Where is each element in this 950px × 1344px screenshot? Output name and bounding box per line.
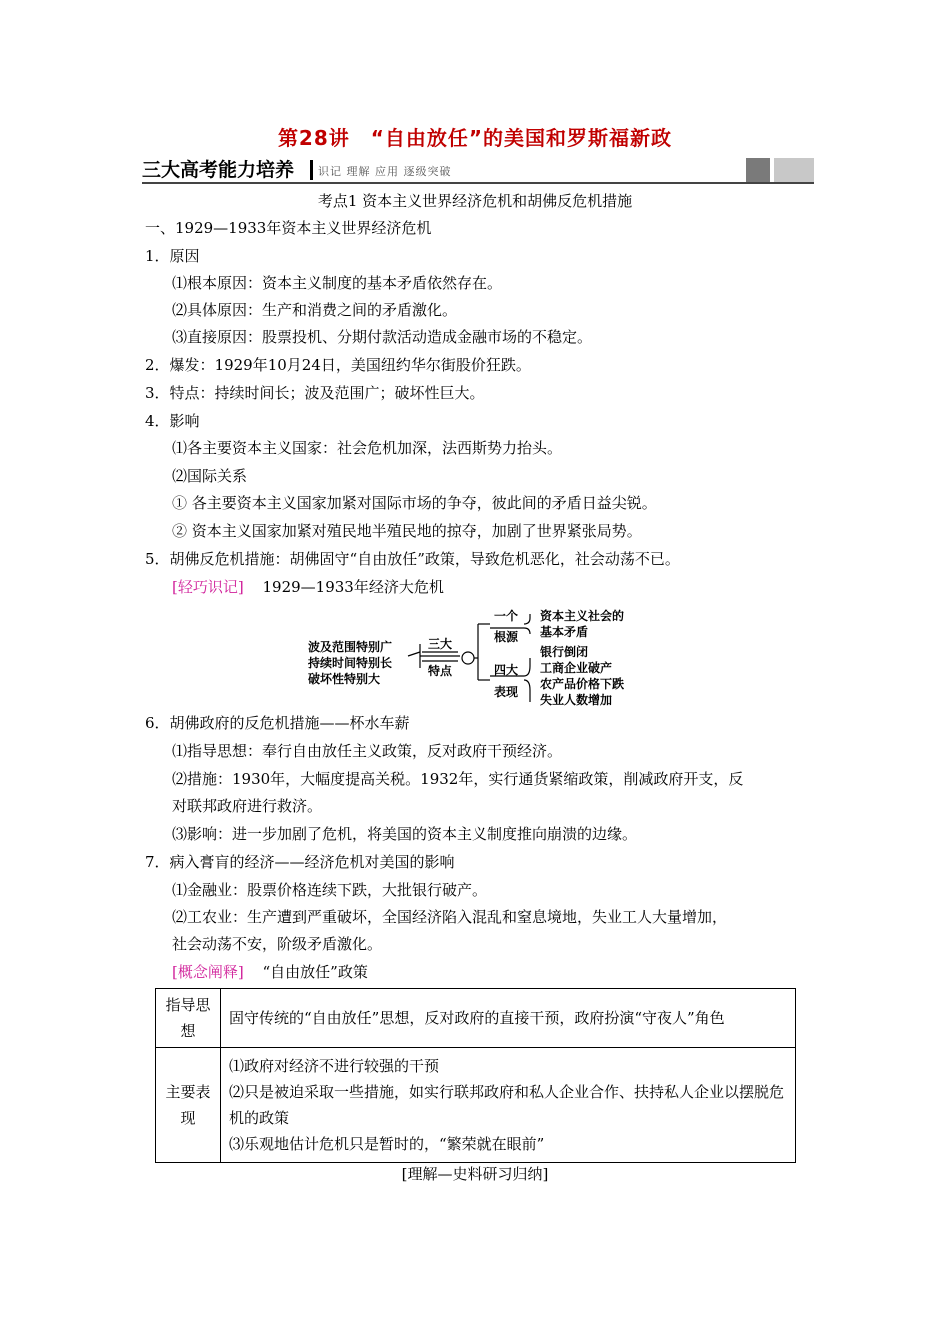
text-line: 1．原因: [145, 247, 200, 265]
table-head-cell: 指导思想: [156, 989, 221, 1048]
performance-item: 工商企业破产: [540, 661, 613, 675]
text-line: ⑴金融业：股票价格连续下跌，大批银行破产。: [172, 881, 488, 899]
text-line: ① 各主要资本主义国家加紧对国际市场的争夺，彼此间的矛盾日益尖锐。: [172, 494, 657, 512]
text-line: 5．胡佛反危机措施：胡佛固守“自由放任”政策，导致危机恶化，社会动荡不已。: [145, 550, 680, 568]
text-line: ⑵国际关系: [172, 467, 248, 485]
table-item: ⑶乐观地估计危机只是暂时的，“繁荣就在眼前”: [229, 1135, 545, 1153]
performance-label-top: 四大: [494, 663, 519, 677]
banner-title: 三大高考能力培养: [142, 159, 295, 181]
text-line: 对联邦政府进行救济。: [172, 797, 323, 815]
table-cell: [221, 1048, 796, 1163]
banner-subtitle: 识记 理解 应用 逐级突破: [318, 165, 452, 178]
table-cell: 固守传统的“自由放任”思想，反对政府的直接干预，政府扮演“守夜人”角色: [221, 989, 796, 1048]
text-line: ⑴指导思想：奉行自由放任主义政策，反对政府干预经济。: [172, 742, 563, 760]
text-line: 2．爆发：1929年10月24日，美国纽约华尔街股价狂跌。: [145, 356, 531, 374]
concept-tip: [172, 962, 368, 982]
banner-block-dark: [746, 158, 770, 182]
concept-tag: [概念阐释]: [172, 963, 244, 981]
text-line: ⑵具体原因：生产和消费之间的矛盾激化。: [172, 301, 458, 319]
features-label-top: 三大: [428, 637, 453, 651]
performance-item: 失业人数增加: [540, 693, 613, 707]
root-text: 基本矛盾: [540, 625, 589, 639]
text-line: ⑴各主要资本主义国家：社会危机加深，法西斯势力抬头。: [172, 439, 563, 457]
table-item: ⑵只是被迫采取一些措施，如实行联邦政府和私人企业合作、扶持私人企业以摆脱危机的政策: [229, 1083, 785, 1127]
features-label-bottom: 特点: [428, 664, 453, 678]
memory-text: 1929—1933年经济大危机: [262, 578, 444, 596]
section-heading: 考点1 资本主义世界经济危机和胡佛反危机措施: [317, 192, 633, 210]
page-title: 第28讲 “自由放任”的美国和罗斯福新政: [277, 126, 673, 150]
text-line: ⑴根本原因：资本主义制度的基本矛盾依然存在。: [172, 274, 503, 292]
banner-block-light: [774, 158, 814, 182]
root-text: 资本主义社会的: [540, 609, 625, 623]
root-label-top: 一个: [494, 609, 519, 623]
text-line: ⑵工农业：生产遭到严重破坏，全国经济陷入混乱和窒息境地，失业工人大量增加，: [172, 908, 728, 926]
text-line: 3．特点：持续时间长；波及范围广；破坏性巨大。: [145, 384, 485, 402]
table-item: ⑴政府对经济不进行较强的干预: [229, 1057, 440, 1075]
root-label-bottom: 根源: [494, 630, 519, 644]
text-line: ⑶影响：进一步加剧了危机，将美国的资本主义制度推向崩溃的边缘。: [172, 825, 638, 843]
text-line: ⑵措施：1930年，大幅度提高关税。1932年，实行通货紧缩政策，削减政府开支，反: [172, 770, 744, 788]
concept-text: “自由放任”政策: [262, 963, 368, 981]
text-line: ② 资本主义国家加紧对殖民地半殖民地的掠夺，加剧了世界紧张局势。: [172, 522, 642, 540]
footer-label: [理解—史料研习归纳]: [401, 1165, 549, 1183]
section-banner: [142, 158, 814, 184]
text-line: 7．病入膏肓的经济——经济危机对美国的影响: [145, 853, 455, 871]
memory-tag: [轻巧识记]: [172, 578, 244, 596]
performance-item: 农产品价格下跌: [540, 677, 625, 691]
text-line: 4．影响: [145, 412, 200, 430]
banner-divider: [310, 160, 313, 180]
text-line: ⑶直接原因：股票投机、分期付款活动造成金融市场的不稳定。: [172, 328, 593, 346]
memory-tip: [172, 577, 444, 597]
table-row: [156, 1048, 796, 1163]
banner-underline: [142, 182, 814, 184]
crisis-diagram: [308, 606, 648, 710]
text-line: 一、1929—1933年资本主义世界经济危机: [145, 219, 432, 237]
feature-item: 持续时间特别长: [308, 656, 393, 670]
text-line: 社会动荡不安，阶级矛盾激化。: [172, 935, 383, 953]
performance-item: 银行倒闭: [540, 645, 589, 659]
feature-item: 波及范围特别广: [308, 640, 393, 654]
table-row: [156, 989, 796, 1048]
table-head-cell: 主要表现: [156, 1048, 221, 1163]
concept-table: [155, 988, 796, 1163]
feature-item: 破坏性特别大: [308, 672, 381, 686]
performance-label-bottom: 表现: [494, 685, 519, 699]
text-line: 6．胡佛政府的反危机措施——杯水车薪: [145, 714, 410, 732]
